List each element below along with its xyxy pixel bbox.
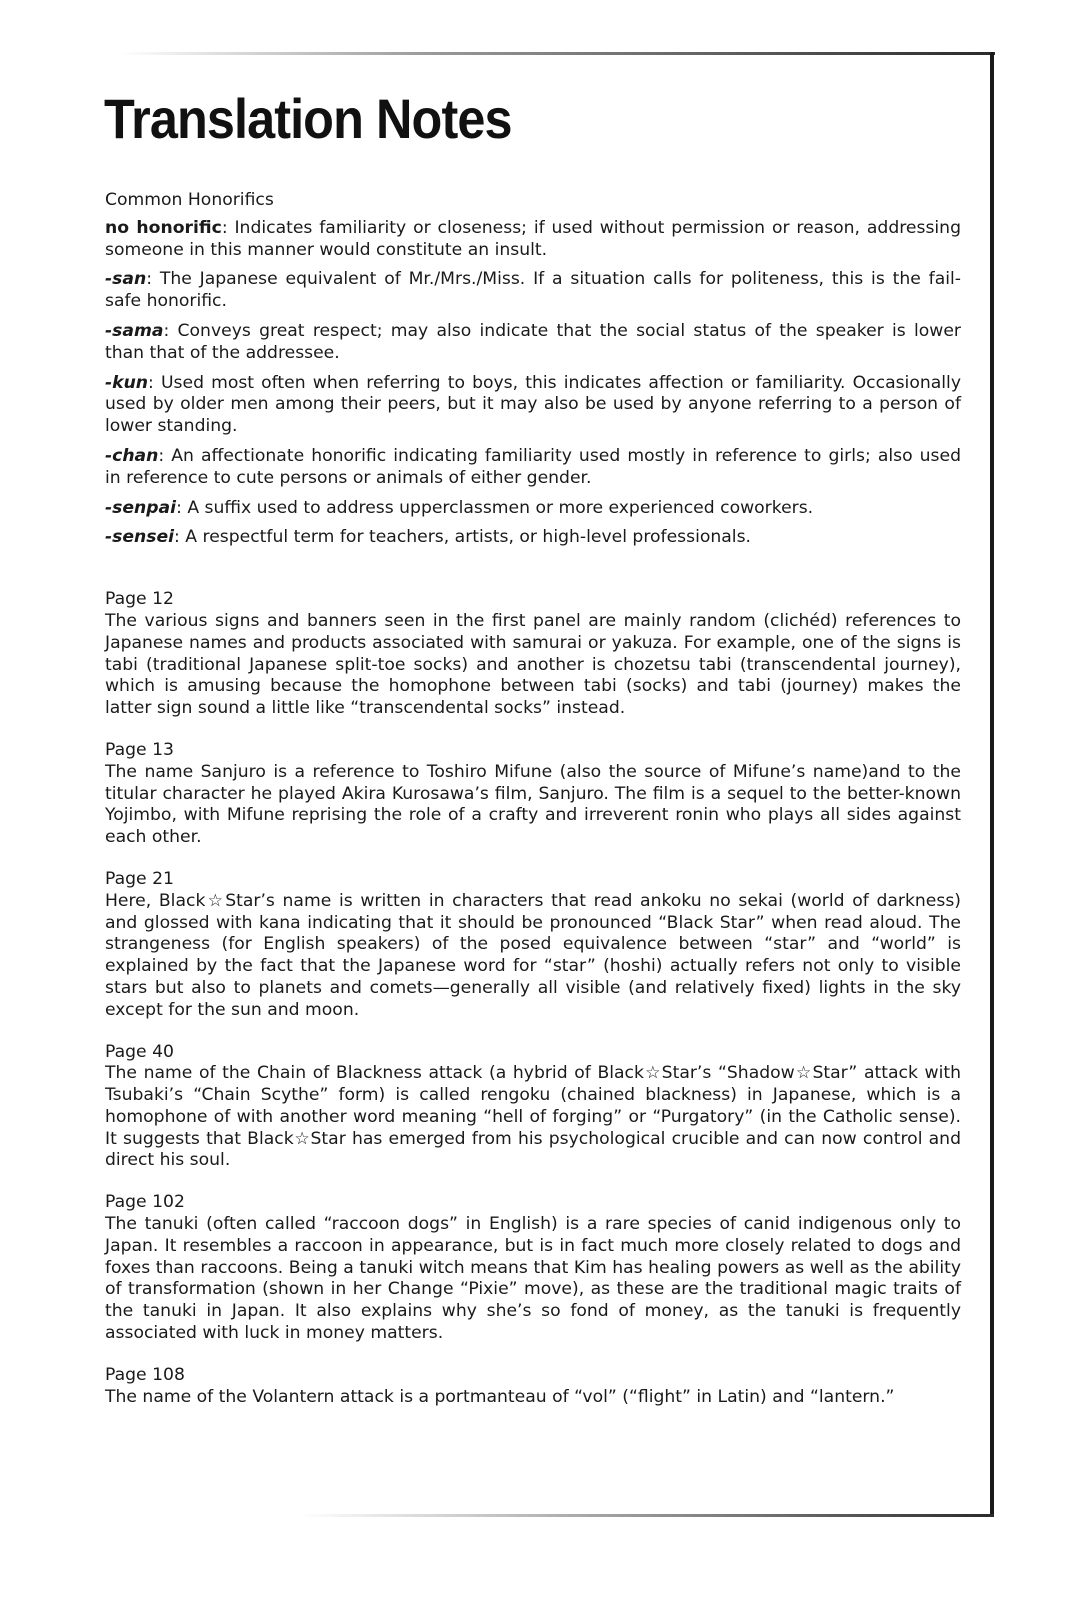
- note-page-label: Page 102: [105, 1192, 185, 1213]
- note-text: The tanuki (often called “raccoon dogs” in English) is a rare species of canid indigenous only to Japan. It resembles a raccoon in appearance, but is in fact much more closely related to dogs and foxes than raccoons. Being a tanuki witch means that Kim has healing powers as well as the ability of transformation (shown in her Change “Pixie” move), as these are the traditional magic traits of the tanuki in Japan. It also explains why she’s so fond of money, as the tanuki is frequently associated with luck in money matters.: [105, 1214, 961, 1344]
- honorific-entry: [105, 446, 961, 490]
- page-border-right: [990, 52, 994, 1517]
- note-text: The name of the Chain of Blackness attack (a hybrid of Black☆Star’s “Shadow☆Star” attack with Tsubaki’s “Chain Scythe” form) is called rengoku (chained blackness) in Japanese, which is a homophone of with another word meaning “hell of forging” or “Purgatory” (in the Catholic sense). It suggests that Black☆Star has emerged from his psychological crucible and can now control and direct his soul.: [105, 1063, 961, 1171]
- note-page-label: Page 12: [105, 589, 174, 610]
- note-page-102: [105, 1192, 961, 1345]
- honorific-desc: : A suffix used to address upperclassmen or more experienced coworkers.: [176, 497, 814, 518]
- honorific-desc: : Conveys great respect; may also indicate that the social status of the speaker is lower than that of the addressee.: [105, 320, 961, 363]
- page-notes: [105, 589, 961, 1408]
- honorific-desc: : A respectful term for teachers, artists, or high-level professionals.: [174, 527, 751, 548]
- note-page-108: [105, 1365, 961, 1409]
- honorific-term: -san: [105, 269, 147, 290]
- note-page-label: Page 40: [105, 1041, 174, 1062]
- note-page-label: Page 21: [105, 868, 174, 889]
- honorific-desc: : An affectionate honorific indicating familiarity used mostly in reference to girls; also used in reference to cute persons or animals of either gender.: [105, 445, 961, 488]
- note-page-21: [105, 869, 961, 1022]
- honorific-desc: : Used most often when referring to boys, this indicates affection or familiarity. Occasionally used by older men among their peers, but it may also be used by anyone referring to a person of lower standing.: [105, 372, 961, 437]
- honorific-term: -sama: [105, 320, 164, 341]
- honorifics-heading: Common Honorifics: [105, 190, 274, 210]
- honorific-entry: [105, 373, 961, 438]
- note-page-label: Page 13: [105, 739, 174, 760]
- page-title: Translation Notes: [104, 87, 512, 150]
- honorific-entry: [105, 218, 961, 262]
- honorific-term: -chan: [105, 445, 159, 466]
- note-page-40: [105, 1042, 961, 1173]
- content: [105, 190, 961, 1428]
- honorific-term: -sensei: [105, 527, 175, 548]
- note-text: The name Sanjuro is a reference to Toshiro Mifune (also the source of Mifune’s name)and to the titular character he played Akira Kurosawa’s film, Sanjuro. The film is a sequel to the better-known Yojimbo, with Mifune reprising the role of a crafty and irreverent ronin who plays all sides against each other.: [105, 761, 961, 848]
- note-text: The various signs and banners seen in the first panel are mainly random (clichéd) references to Japanese names and products associated with samurai or yakuza. For example, one of the signs is tabi (traditional Japanese split-toe socks) and another is chozetsu tabi (transcendental journey), which is amusing because the homophone between tabi (socks) and tabi (journey) makes the latter sign sound a little like “transcendental socks” instead.: [105, 610, 961, 719]
- page-border-bottom: [300, 1514, 994, 1517]
- honorific-desc: : The Japanese equivalent of Mr./Mrs./Miss. If a situation calls for politeness, this is the fail-safe honorific.: [105, 269, 961, 312]
- honorific-desc: : Indicates familiarity or closeness; if used without permission or reason, addressing someone in this manner would constitute an insult.: [105, 217, 961, 260]
- note-text: Here, Black☆Star’s name is written in characters that read ankoku no sekai (world of darkness) and glossed with kana indicating that it should be pronounced “Black Star” when read aloud. The strangeness (for English speakers) of the posed equivalence between “star” and “world” is explained by the fact that the Japanese word for “star” (hoshi) actually refers not only to visible stars but also to planets and comets—generally all visible (and relatively fixed) lights in the sky except for the sun and moon.: [105, 890, 961, 1020]
- honorific-entry: [105, 498, 961, 520]
- honorific-entry: [105, 321, 961, 365]
- note-text: The name of the Volantern attack is a portmanteau of “vol” (“flight” in Latin) and “lantern.”: [105, 1386, 895, 1407]
- note-page-label: Page 108: [105, 1364, 185, 1385]
- honorific-entry: [105, 527, 961, 549]
- page-border-top: [120, 52, 995, 55]
- honorific-term: -senpai: [105, 497, 177, 518]
- honorific-entry: [105, 269, 961, 313]
- honorific-term: -kun: [105, 372, 149, 393]
- note-page-12: [105, 589, 961, 720]
- note-page-13: [105, 740, 961, 849]
- honorific-term: no honorific: [105, 217, 222, 238]
